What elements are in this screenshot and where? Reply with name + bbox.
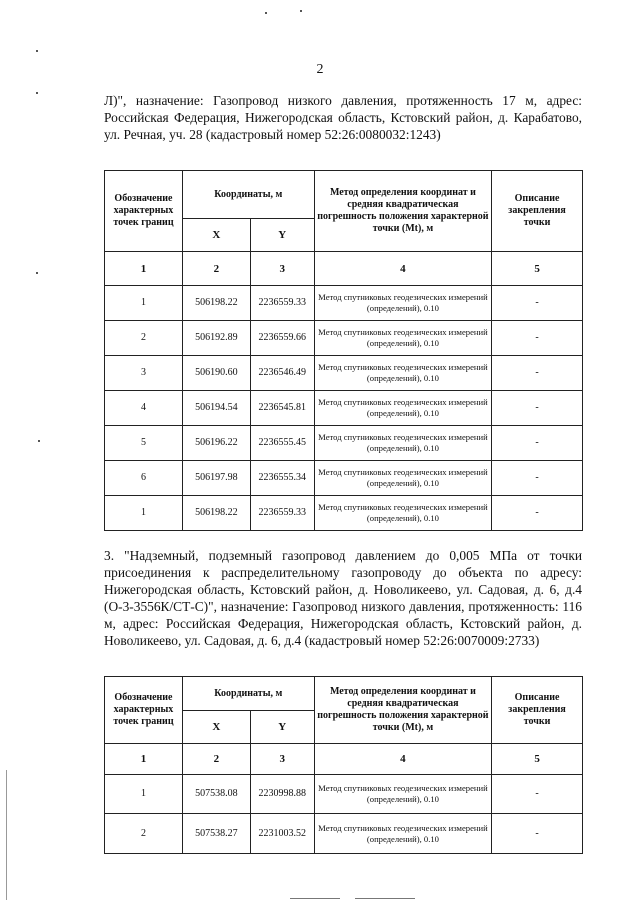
cell-x: 507538.08 xyxy=(182,775,250,814)
cell-point: 2 xyxy=(105,321,183,356)
cell-method: Метод спутниковых геодезических измерений (определений), 0.10 xyxy=(314,391,491,426)
cell-method: Метод спутниковых геодезических измерений (определений), 0.10 xyxy=(314,461,491,496)
cell-fixing: - xyxy=(492,356,583,391)
cell-y: 2236559.33 xyxy=(250,286,314,321)
table-row xyxy=(105,814,583,854)
cell-point: 1 xyxy=(105,496,183,531)
cell-y: 2231003.52 xyxy=(250,814,314,854)
header-point: Обозначение характерных точек границ xyxy=(105,677,183,744)
cell-method: Метод спутниковых геодезических измерений (определений), 0.10 xyxy=(314,814,491,854)
header-fixing: Описание закрепления точки xyxy=(492,677,583,744)
cell-x: 506194.54 xyxy=(182,391,250,426)
cell-method: Метод спутниковых геодезических измерений (определений), 0.10 xyxy=(314,775,491,814)
cell-x: 506198.22 xyxy=(182,496,250,531)
cell-fixing: - xyxy=(492,775,583,814)
cell-point: 4 xyxy=(105,391,183,426)
cell-x: 506190.60 xyxy=(182,356,250,391)
column-number: 3 xyxy=(250,744,314,775)
header-fixing: Описание закрепления точки xyxy=(492,171,583,252)
cell-method: Метод спутниковых геодезических измерений (определений), 0.10 xyxy=(314,426,491,461)
column-number: 2 xyxy=(182,252,250,286)
table-row xyxy=(105,461,583,496)
cell-fixing: - xyxy=(492,814,583,854)
table-row xyxy=(105,426,583,461)
cell-y: 2236545.81 xyxy=(250,391,314,426)
cell-y: 2236559.33 xyxy=(250,496,314,531)
cell-point: 5 xyxy=(105,426,183,461)
column-number: 2 xyxy=(182,744,250,775)
table-row xyxy=(105,321,583,356)
scan-speck xyxy=(36,92,38,94)
cell-point: 1 xyxy=(105,775,183,814)
cell-fixing: - xyxy=(492,321,583,356)
cell-fixing: - xyxy=(492,391,583,426)
header-x: X xyxy=(182,219,250,252)
cell-x: 507538.27 xyxy=(182,814,250,854)
table-row xyxy=(105,286,583,321)
cell-point: 1 xyxy=(105,286,183,321)
cell-fixing: - xyxy=(492,286,583,321)
column-number: 4 xyxy=(314,252,491,286)
paragraph-2: 3. "Надземный, подземный газопровод давлением до 0,005 МПа от точки присоединения к распределительному газопроводу до объекта по адресу: Нижегородская область, Кстовский район, д. Новоликеево, ул. Садовая, д. 6, д.4 (О-3-3556К/СТ-С)", назначение: Газопровод низкого давления, протяженность: 116 м, адрес: Российская Федерация, Нижегородская область, Кстовский район, д. Новоликеево, ул. Садовая, д. 6, д.4 (кадастровый номер 52:26:0070009:2733) xyxy=(104,548,582,648)
page-number: 2 xyxy=(316,62,324,77)
header-method: Метод определения координат и средняя квадратическая погрешность положения характерной точки (Mt), м xyxy=(314,171,491,252)
cell-x: 506192.89 xyxy=(182,321,250,356)
cell-method: Метод спутниковых геодезических измерений (определений), 0.10 xyxy=(314,496,491,531)
table-row xyxy=(105,496,583,531)
header-point: Обозначение характерных точек границ xyxy=(105,171,183,252)
cell-fixing: - xyxy=(492,426,583,461)
coordinates-table-1 xyxy=(104,170,583,531)
header-coords: Координаты, м xyxy=(182,677,314,711)
cell-y: 2236546.49 xyxy=(250,356,314,391)
cell-y: 2236555.45 xyxy=(250,426,314,461)
header-y: Y xyxy=(250,711,314,744)
scan-speck xyxy=(38,440,40,442)
cell-point: 6 xyxy=(105,461,183,496)
table-row xyxy=(105,356,583,391)
scan-speck xyxy=(300,10,302,12)
header-x: X xyxy=(182,711,250,744)
column-number: 1 xyxy=(105,252,183,286)
cell-x: 506197.98 xyxy=(182,461,250,496)
header-coords: Координаты, м xyxy=(182,171,314,219)
column-number: 5 xyxy=(492,744,583,775)
scan-margin-line xyxy=(6,770,7,900)
cell-x: 506196.22 xyxy=(182,426,250,461)
cell-y: 2230998.88 xyxy=(250,775,314,814)
scan-speck xyxy=(36,272,38,274)
scan-speck xyxy=(265,12,267,14)
paragraph-1: Л)", назначение: Газопровод низкого давления, протяженность 17 м, адрес: Российская Федерация, Нижегородская область, Кстовский район, д. Карабатово, ул. Речная, уч. 28 (кадастровый номер 52:26:0080032:1243) xyxy=(104,93,582,142)
cell-fixing: - xyxy=(492,496,583,531)
scan-bottom-line xyxy=(355,898,415,899)
cell-x: 506198.22 xyxy=(182,286,250,321)
column-number: 4 xyxy=(314,744,491,775)
scan-speck xyxy=(36,50,38,52)
header-method: Метод определения координат и средняя квадратическая погрешность положения характерной точки (Mt), м xyxy=(314,677,491,744)
cell-fixing: - xyxy=(492,461,583,496)
cell-y: 2236555.34 xyxy=(250,461,314,496)
column-number: 3 xyxy=(250,252,314,286)
header-y: Y xyxy=(250,219,314,252)
cell-method: Метод спутниковых геодезических измерений (определений), 0.10 xyxy=(314,286,491,321)
table-row xyxy=(105,391,583,426)
cell-point: 3 xyxy=(105,356,183,391)
cell-method: Метод спутниковых геодезических измерений (определений), 0.10 xyxy=(314,321,491,356)
cell-point: 2 xyxy=(105,814,183,854)
table-row xyxy=(105,775,583,814)
coordinates-table-2 xyxy=(104,676,583,854)
column-number: 1 xyxy=(105,744,183,775)
column-number: 5 xyxy=(492,252,583,286)
scan-bottom-line xyxy=(290,898,340,899)
cell-method: Метод спутниковых геодезических измерений (определений), 0.10 xyxy=(314,356,491,391)
cell-y: 2236559.66 xyxy=(250,321,314,356)
